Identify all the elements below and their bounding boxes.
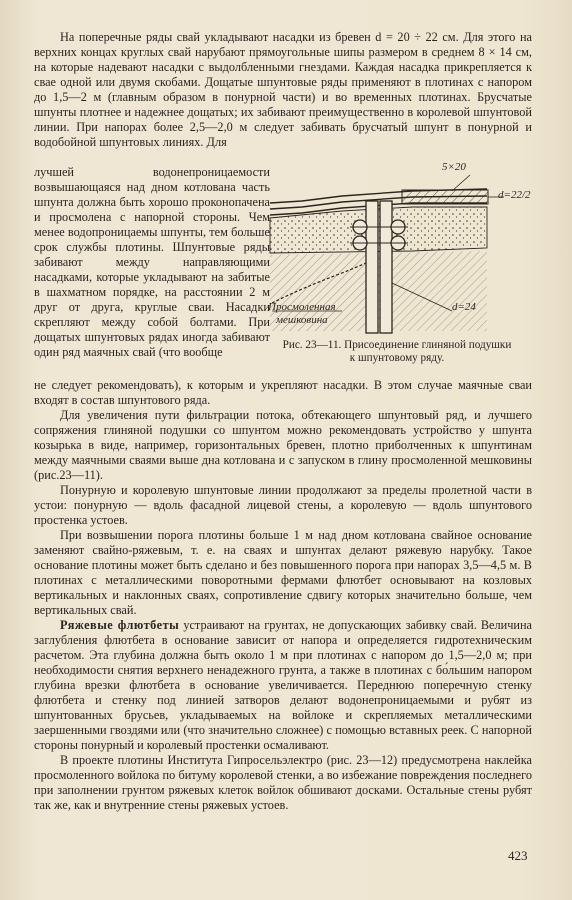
text-block-bottom (34, 378, 532, 813)
page-number: 423 (508, 848, 528, 863)
text-block-wrapped (34, 165, 270, 360)
figure-caption: Рис. 23—11. Присоединение глиняной подушки к шпунтовому ряду. (282, 339, 512, 364)
paragraph: не следует рекомендовать), к которым и укрепляют насадки. В этом случае маячные сваи входят в состав шпунтового ряда. (34, 378, 532, 407)
figure-label-log-diameter: d=22/2 (498, 189, 531, 201)
paragraph-body: устраивают на грунтах, не допускающих забивку свай. Величина заглубления флютбета в основание зависит от напора и определяется гидротехническим расчетом. Эта глубина должна быть около 1 м при плотинах с напором до 1,5—2,0 м; при необходимости снятия верхнего ненадежного грунта, а также в плотинах с бо́льшим напором глубина врезки флютбета в основание увеличивается. Переднюю поперечную стенку флютбета и стенку под линией затворов делают водонепроницаемыми и рубят из шпунтованных брусьев, укладываемых на войлоке и скрепляемых металлическими заершенными гвоздями или (что значительно сложнее) с помощью вставных реек. С напорной стороны понурный и королевый простенки осмаливают. (34, 618, 532, 752)
figure-label-mesh-2: мешковина (276, 314, 328, 326)
paragraph: На поперечные ряды свай укладывают насадки из бревен d = 20 ÷ 22 см. Для этого на верхних концах круглых свай нарубают прямоугольные шипы размером в среднем 8 × 14 см, на которые надевают насадки с выдолбленными гнездами. Каждая насадка прикрепляется к свае одной или двумя скобами. Дощатые шпунтовые ряды применяют в плотинах с напором до 1,5—2 м (главным образом в понурной части) и во временных плотинах. Брусчатые шпунты плотнее и надежнее дощатых; их забивают преимущественно в королевой шпунтовой линии. При напорах более 2,5—2,0 м следует забивать брусчатый шпунт в понурной и водобойной шпунтовых линиях. Для (34, 30, 532, 149)
figure-label-mesh-1: Просмоленная (268, 301, 336, 313)
text-block-top (34, 30, 532, 150)
figure-label-pile-diameter: d=24 (452, 301, 476, 313)
paragraph: В проекте плотины Института Гипросельэлектро (рис. 23—12) предусмотрена наклейка просмоленного войлока по битуму королевой стенки, а во избежание повреждения последнего при заполнении грунтом ряжевых клеток войлок обшивают досками. Остальные стены рубят так же, как и внутренние стены ряжевых устоев. (34, 753, 532, 812)
paragraph-lead-bold: Ряжевые флютбеты (60, 618, 180, 632)
figure-23-11 (262, 163, 532, 368)
paragraph: При возвышении порога плотины больше 1 м над дном котлована свайное основание заменяют свайно-ряжевым, т. е. на сваях и шпунтах делают ряжевую нарубку. Такое основание плотины может быть сделано и без повышенного порога при напорах 3,5—4,5 м. В плотинах с металлическими поворотными фермами флютбет основывают на козловых вертикальных и наклонных сваях, сопротивление сдвигу которых значительно больше, чем вертикальных свай. (34, 528, 532, 617)
paragraph: Понурную и королевую шпунтовые линии продолжают за пределы пролетной части в устои: понурную — вдоль фасадной лицевой стены, а королевую — вдоль шпунтового простенка устоев. (34, 483, 532, 527)
paragraph (34, 618, 532, 753)
figure-label-planks: 5×20 (442, 161, 466, 173)
paragraph: лучшей водонепроницаемости возвышающаяся над дном котлована часть шпунта должна быть хорошо проконопачена и просмолена с напорной стороны. Чем менее водопроницаемы шпунты, тем больше срок службы плотины. Шпунтовые ряды забивают между направляющими насадками, которые укладывают на забитые в шахматном порядке, на расстоянии 2 м друг от друга, круглые сваи. Насадки скрепляют между собой болтами. При дощатых шпунтовых рядах иногда забивают один ряд маячных свай (что вообще (34, 165, 270, 359)
paragraph: Для увеличения пути фильтрации потока, обтекающего шпунтовый ряд, и лучшего сопряжения глиняной подушки со шпунтом можно рекомендовать устройство у шпунта козырька в виде, например, горизонтальных бревен, плотно приболченных к шпунтинам между маячными сваями выше дна котлована и с запуском в глину просмоленной мешковины (рис.23—11). (34, 408, 532, 482)
